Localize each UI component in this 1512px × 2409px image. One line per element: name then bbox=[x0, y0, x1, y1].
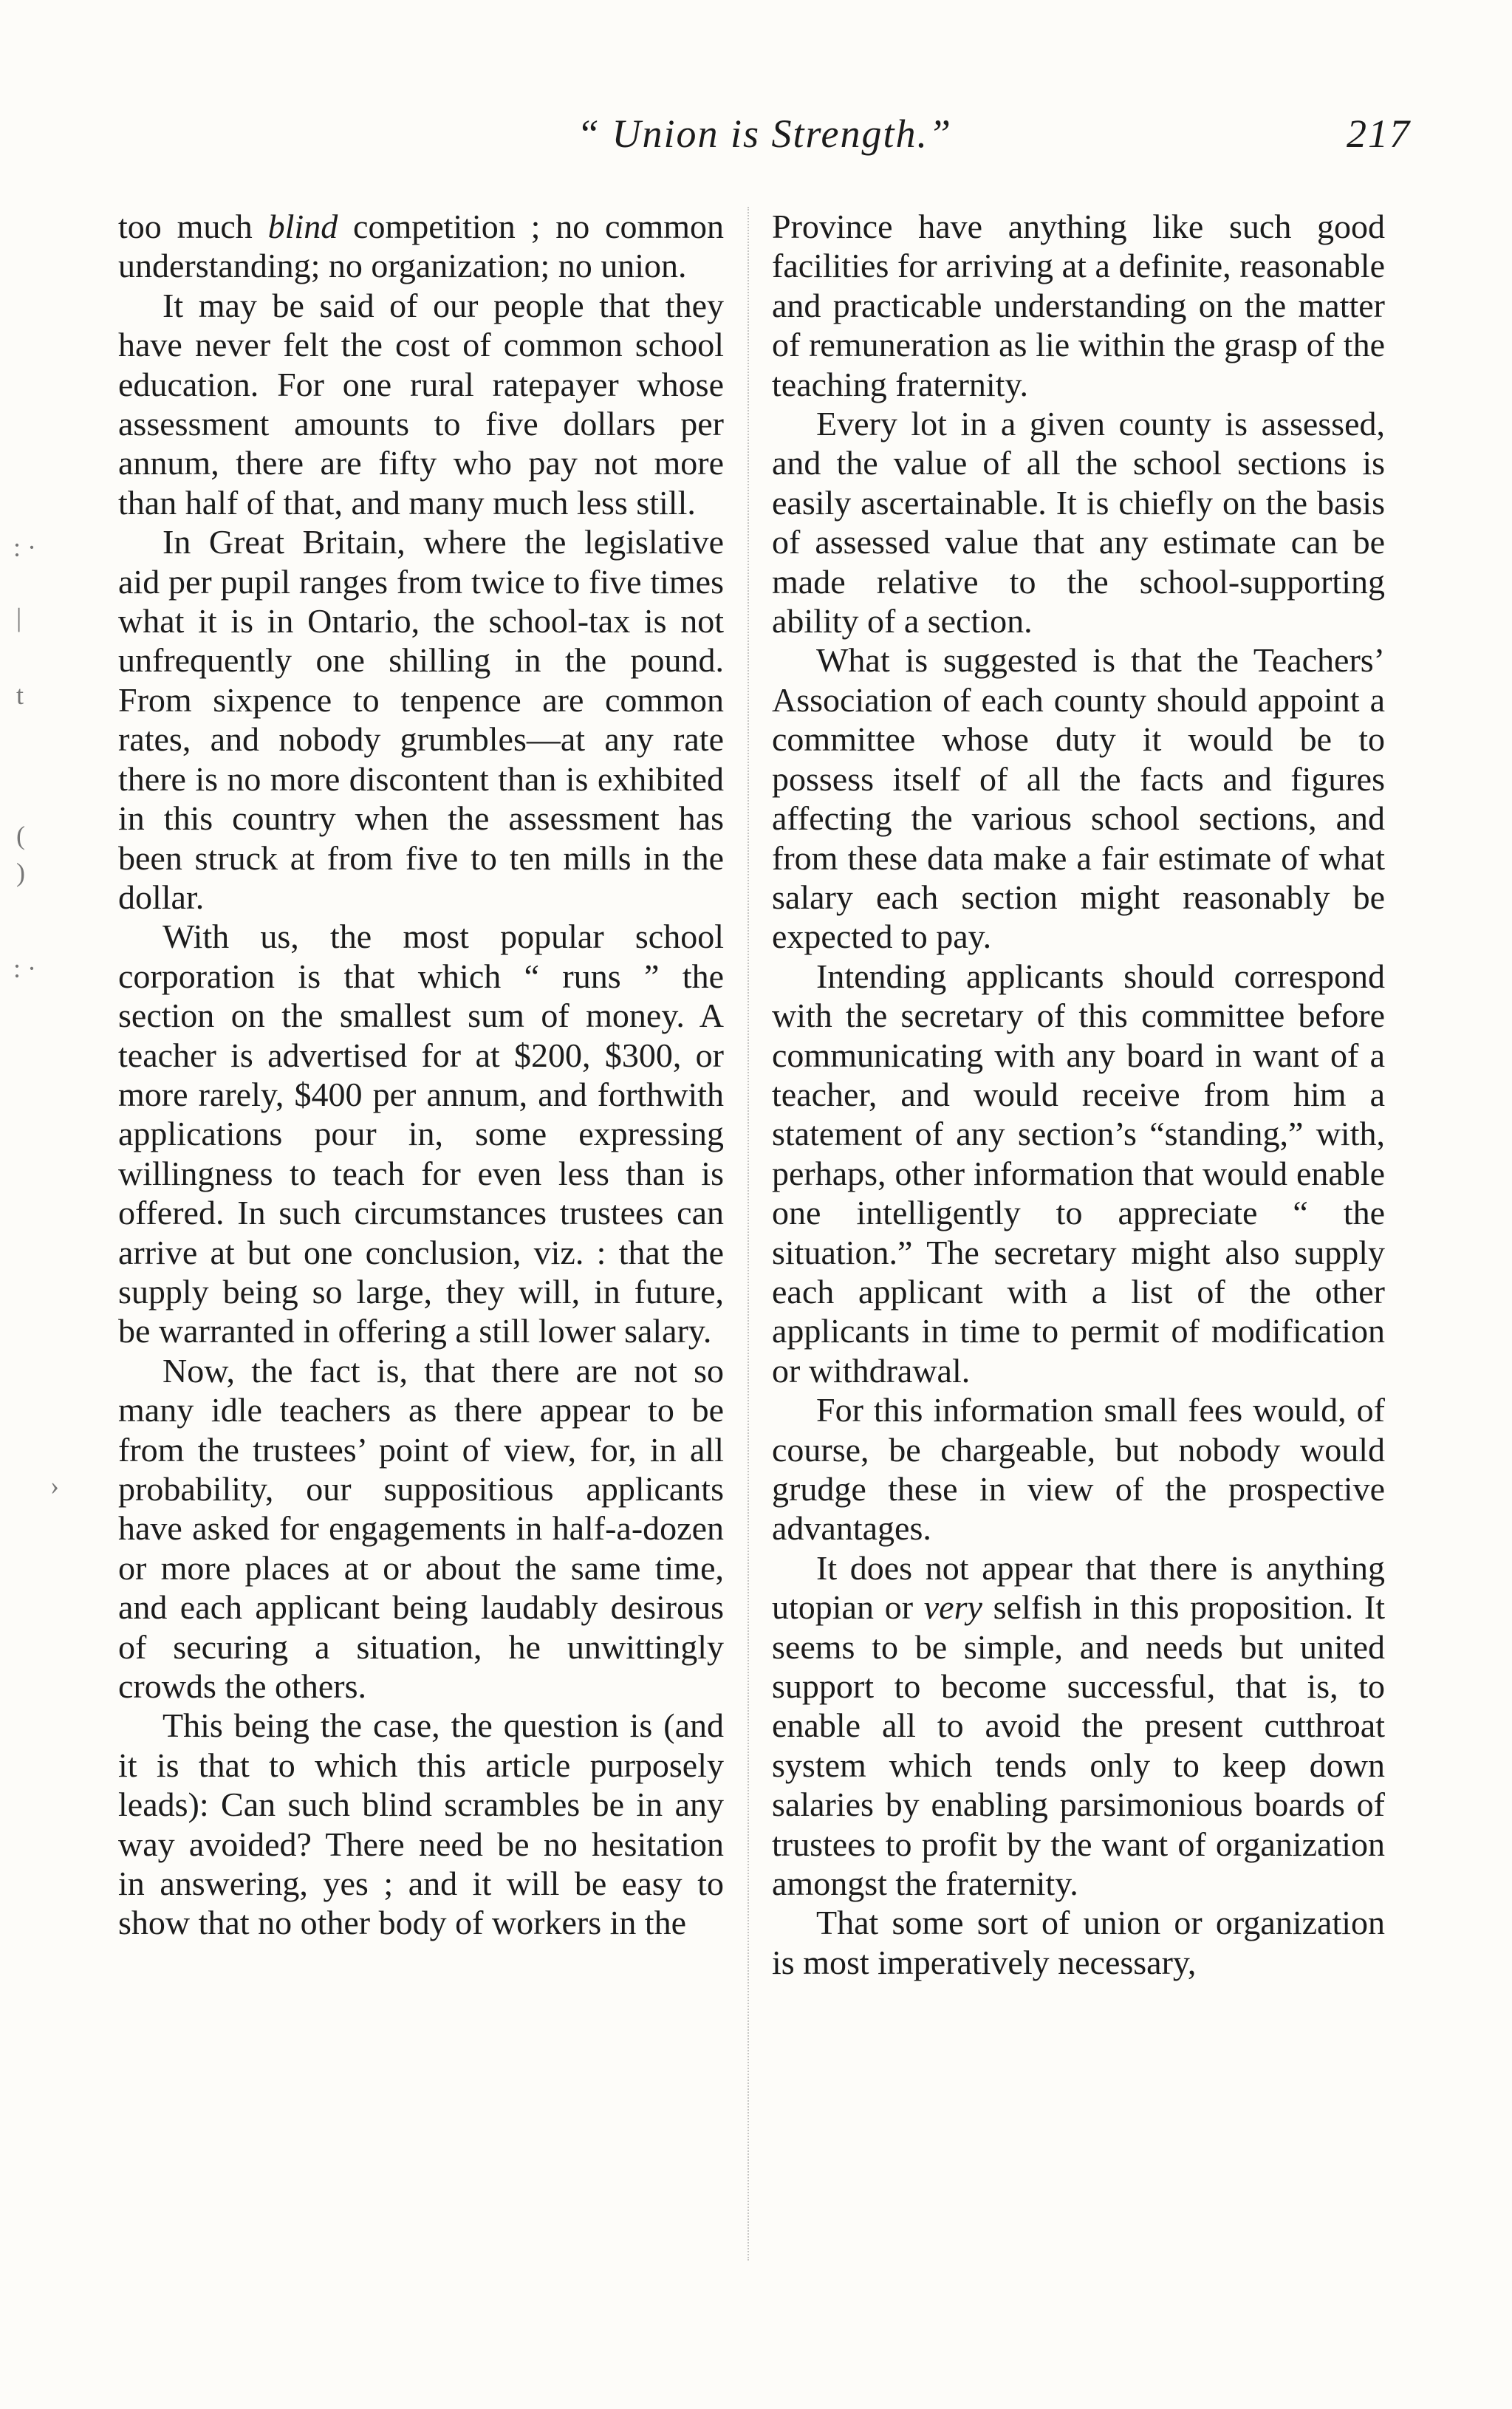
margin-mark: ( bbox=[16, 821, 25, 850]
margin-mark: | bbox=[16, 603, 22, 632]
paragraph bbox=[772, 1548, 1385, 1904]
paragraph: Now, the fact is, that there are not so many idle teachers as there appear to be from the trustees’ point of view, for, in all probability, our suppositious applicants have asked for engagements in half-a-dozen or more places at or about the same time, and each applicant being laudably desirous of securing a situation, he unwittingly crowds the others. bbox=[118, 1351, 724, 1706]
text-run: selfish in this proposition. It seems to be simple, and needs but united support to become successful, that is, to enable all to avoid the present cutthroat system which tends only to keep down salaries by enabling parsimonious boards of trustees to profit by the want of organization amongst the fraternity. bbox=[772, 1588, 1386, 1903]
paragraph: That some sort of union or organization is most imperatively necessary, bbox=[772, 1904, 1385, 1981]
page-number: 217 bbox=[1347, 112, 1411, 156]
paragraph: This being the case, the question is (and it is that to which this article purposely leads): Can such blind scrambles be in any way avoided? There need be no hesitation in answering, yes ; and it will be easy to show that no other body of workers in the bbox=[118, 1706, 724, 1942]
text-run: It does not appear that there is anything utopian or bbox=[772, 1548, 1385, 1627]
left-column bbox=[118, 207, 724, 2261]
margin-mark: t bbox=[16, 680, 24, 710]
italic-text: very bbox=[923, 1588, 982, 1627]
margin-mark: : · bbox=[13, 954, 36, 983]
paragraph: Intending applicants should correspond with the secretary of this committee before communicating with any board in want of a teacher, and would receive from him a statement of any section’s “standing,” with, perhaps, other information that would enable one intelligently to appreciate “ the situation.” The secretary might also supply each applicant with a list of the other applicants in time to permit of modification or withdrawal. bbox=[772, 957, 1385, 1390]
paragraph: It may be said of our people that they have never felt the cost of common school education. For one rural ratepayer whose assessment amounts to five dollars per annum, there are fifty who pay not more than half of that, and many much less still. bbox=[118, 286, 724, 522]
article-body bbox=[118, 207, 1411, 2261]
paragraph: Province have anything like such good facilities for arriving at a definite, reasonable and practicable understanding on the matter of remuneration as lie within the grasp of the teaching fraternity. bbox=[772, 208, 1385, 403]
column-divider bbox=[748, 207, 749, 2261]
paragraph: For this information small fees would, of course, be chargeable, but nobody would grudge these in view of the prospective advantages. bbox=[772, 1391, 1385, 1548]
italic-text: blind bbox=[267, 208, 338, 245]
margin-mark: : · bbox=[13, 533, 36, 562]
paragraph: With us, the most popular school corporation is that which “ runs ” the section on the smallest sum of money. A teacher is advertised for at $200, $300, or more rarely, $400 per annum, and forthwith applications pour in, some expressing willingness to teach for even less than is offered. In such circumstances trustees can arrive at but one conclusion, viz. : that the supply being so large, they will, in future, be warranted in offering a still lower salary. bbox=[118, 918, 724, 1350]
text-run: competition ; no common understanding; no organization; no union. bbox=[118, 208, 724, 285]
margin-marks bbox=[6, 532, 95, 1566]
paragraph bbox=[118, 207, 724, 286]
margin-mark: › bbox=[50, 1471, 59, 1500]
paragraph: What is suggested is that the Teachers’ Association of each county should appoint a committee whose duty it would be to possess itself of all the facts and figures affecting the various school sections, and from these data make a fair estimate of what salary each section might reasonably be expected to pay. bbox=[772, 641, 1385, 956]
page-header bbox=[118, 111, 1411, 170]
paragraph: In Great Britain, where the legislative aid per pupil ranges from twice to five times what it is in Ontario, the school-tax is not unfrequently one shilling in the pound. From sixpence to tenpence are common rates, and nobody grumbles—at any rate there is no more discontent than is exhibited in this country when the assessment has been struck at from five to ten mills in the dollar. bbox=[118, 523, 724, 916]
running-title: “ Union is Strength.” bbox=[576, 112, 953, 156]
paragraph: Every lot in a given county is assessed, and the value of all the school sections is easily ascertainable. It is chiefly on the basis of assessed value that any estimate can be made relative to the school-supporting ability of a section. bbox=[772, 405, 1385, 640]
margin-mark: ) bbox=[16, 858, 25, 887]
text-run: too much bbox=[118, 208, 268, 245]
right-column bbox=[772, 207, 1385, 2261]
